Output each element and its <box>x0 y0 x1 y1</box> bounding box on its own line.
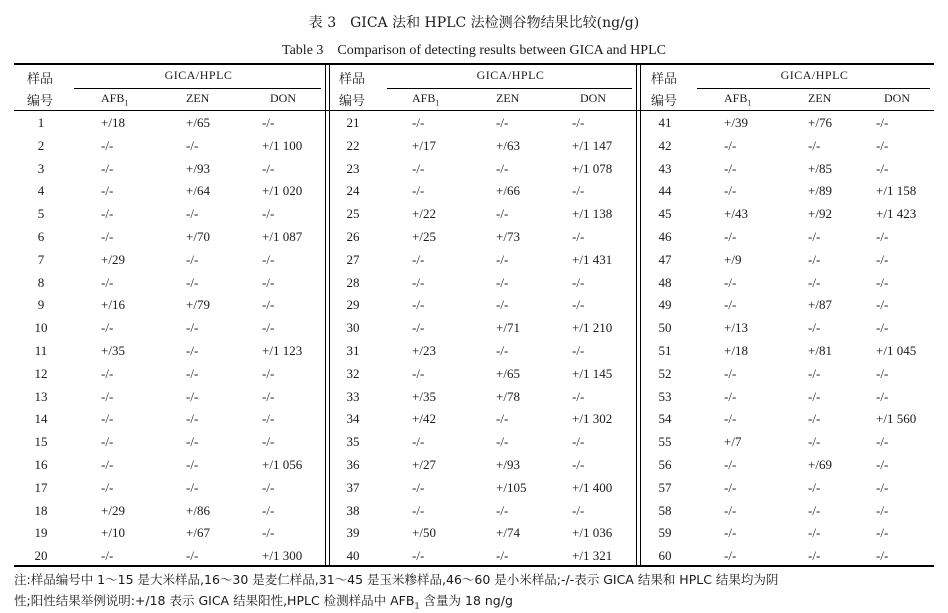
cell-don: -/- <box>876 457 889 472</box>
cell-zen: -/- <box>186 411 199 427</box>
cell-zen: -/- <box>808 411 821 427</box>
cell-zen: +/81 <box>808 343 832 358</box>
cell-zen: -/- <box>808 548 821 564</box>
header-bottom-rule <box>14 110 934 111</box>
cell-zen: -/- <box>186 548 199 564</box>
cell-don: -/- <box>876 297 889 313</box>
sample-number: 38 <box>346 502 360 518</box>
cell-don: -/- <box>572 115 585 130</box>
cell-afb1: +/16 <box>101 297 125 313</box>
sample-number: 9 <box>37 297 45 313</box>
sample-number: 57 <box>658 479 672 495</box>
sample-number: 2 <box>37 137 45 153</box>
cell-don: -/- <box>876 365 889 381</box>
sample-number: 22 <box>346 137 360 153</box>
cell-afb1: -/- <box>412 251 425 267</box>
cell-afb1: +/18 <box>724 343 748 358</box>
cell-zen: +/78 <box>496 388 520 404</box>
cell-don: +/1 210 <box>572 320 613 336</box>
sample-number: 1 <box>37 115 45 130</box>
sample-number: 8 <box>37 274 45 290</box>
cell-don: +/1 158 <box>876 183 917 199</box>
cell-don: -/- <box>876 229 889 244</box>
panel-separator-1a <box>325 63 326 566</box>
cell-zen: -/- <box>808 229 821 244</box>
sample-number: 24 <box>346 183 360 199</box>
sample-number: 45 <box>658 206 672 222</box>
cell-afb1: -/- <box>101 183 114 199</box>
header-col-afb-text: AFB <box>101 91 125 105</box>
cell-don: -/- <box>572 388 585 404</box>
header-sample-label-line2: 编号 <box>651 94 678 109</box>
cell-zen: -/- <box>186 434 199 450</box>
sample-number: 52 <box>658 365 672 381</box>
cell-don: -/- <box>876 548 889 564</box>
header-sample-label-line2: 编号 <box>339 94 366 109</box>
cell-zen: +/93 <box>186 160 210 176</box>
cell-don: -/- <box>572 343 585 358</box>
cell-afb1: -/- <box>412 297 425 313</box>
cell-afb1: +/29 <box>101 502 125 518</box>
header-col-zen: ZEN <box>808 91 832 105</box>
cell-afb1: -/- <box>101 160 114 176</box>
sample-number: 32 <box>346 365 360 381</box>
cell-afb1: -/- <box>101 388 114 404</box>
sample-number: 35 <box>346 434 360 450</box>
cell-zen: +/93 <box>496 457 520 472</box>
cell-afb1: -/- <box>412 502 425 518</box>
cell-don: -/- <box>262 320 275 336</box>
cell-afb1: -/- <box>101 434 114 450</box>
cell-don: +/1 078 <box>572 160 613 176</box>
cell-don: -/- <box>262 502 275 518</box>
sample-number: 5 <box>37 206 45 222</box>
cell-don: -/- <box>262 115 275 130</box>
cell-don: -/- <box>572 297 585 313</box>
cell-zen: +/69 <box>808 457 832 472</box>
sample-number: 23 <box>346 160 360 176</box>
cell-afb1: +/25 <box>412 229 436 244</box>
cell-afb1: +/29 <box>101 251 125 267</box>
cell-zen: -/- <box>808 365 821 381</box>
sample-number: 13 <box>34 388 48 404</box>
cell-zen: -/- <box>186 251 199 267</box>
header-sample-label-line1: 样品 <box>651 72 678 87</box>
sample-number: 50 <box>658 320 672 336</box>
header-col-don: DON <box>580 91 606 105</box>
cell-don: +/1 321 <box>572 548 613 564</box>
sample-number: 34 <box>346 411 360 427</box>
cell-don: -/- <box>262 297 275 313</box>
cell-zen: +/86 <box>186 502 210 518</box>
sample-number: 60 <box>658 548 672 564</box>
cell-don: -/- <box>572 502 585 518</box>
cell-afb1: -/- <box>101 411 114 427</box>
table-note-line-2-end: 含量为 18 ng/g <box>419 593 513 608</box>
cell-don: +/1 423 <box>876 206 917 222</box>
header-gica-hplc-group: GICA/HPLC <box>780 68 849 82</box>
cell-afb1: -/- <box>101 479 114 495</box>
cell-afb1: -/- <box>724 183 737 199</box>
cell-afb1: -/- <box>412 548 425 564</box>
cell-don: +/1 300 <box>262 548 303 564</box>
cell-afb1: -/- <box>412 479 425 495</box>
cell-afb1: +/18 <box>101 115 125 130</box>
table-note-line-2-sub: 1 <box>414 601 420 611</box>
cell-afb1: -/- <box>412 183 425 199</box>
cell-afb1: -/- <box>412 365 425 381</box>
cell-don: -/- <box>876 320 889 336</box>
sample-number: 26 <box>346 229 360 244</box>
sample-number: 16 <box>34 457 48 472</box>
cell-don: -/- <box>572 457 585 472</box>
cell-don: +/1 400 <box>572 479 613 495</box>
cell-zen: -/- <box>808 137 821 153</box>
cell-zen: -/- <box>496 297 509 313</box>
panel-separator-2b <box>640 63 641 566</box>
cell-don: -/- <box>262 434 275 450</box>
header-col-afb1 <box>724 91 751 107</box>
cell-zen: +/74 <box>496 525 520 541</box>
header-sample-label-line2: 编号 <box>27 94 54 109</box>
cell-don: -/- <box>876 502 889 518</box>
cell-don: -/- <box>262 160 275 176</box>
table-note-line-2-text: 性;阳性结果举例说明:+/18 表示 GICA 结果阳性,HPLC 检测样品中 AFB <box>14 593 415 608</box>
sample-number: 3 <box>37 160 45 176</box>
sample-number: 55 <box>658 434 672 450</box>
header-group-underline <box>74 88 321 89</box>
cell-afb1: -/- <box>101 229 114 244</box>
cell-afb1: -/- <box>724 365 737 381</box>
cell-don: -/- <box>572 229 585 244</box>
sample-number: 19 <box>34 525 48 541</box>
cell-zen: +/89 <box>808 183 832 199</box>
cell-afb1: +/7 <box>724 434 742 450</box>
sample-number: 17 <box>34 479 48 495</box>
sample-number: 33 <box>346 388 360 404</box>
sample-number: 25 <box>346 206 360 222</box>
cell-zen: -/- <box>186 343 199 358</box>
cell-afb1: -/- <box>412 320 425 336</box>
cell-zen: +/85 <box>808 160 832 176</box>
cell-don: -/- <box>262 251 275 267</box>
sample-number: 46 <box>658 229 672 244</box>
header-col-afb-subscript: 1 <box>435 98 440 108</box>
sample-number: 53 <box>658 388 672 404</box>
cell-afb1: -/- <box>412 160 425 176</box>
sample-number: 27 <box>346 251 360 267</box>
cell-afb1: +/35 <box>412 388 436 404</box>
cell-afb1: -/- <box>101 274 114 290</box>
header-col-zen: ZEN <box>496 91 520 105</box>
cell-don: +/1 145 <box>572 365 613 381</box>
sample-number: 54 <box>658 411 672 427</box>
cell-zen: -/- <box>496 434 509 450</box>
cell-don: +/1 431 <box>572 251 613 267</box>
sample-number: 10 <box>34 320 48 336</box>
cell-zen: -/- <box>808 388 821 404</box>
sample-number: 11 <box>34 343 48 358</box>
cell-afb1: -/- <box>101 320 114 336</box>
sample-number: 41 <box>658 115 672 130</box>
cell-don: +/1 147 <box>572 137 613 153</box>
cell-zen: -/- <box>186 365 199 381</box>
cell-afb1: -/- <box>724 229 737 244</box>
cell-zen: +/70 <box>186 229 210 244</box>
cell-zen: -/- <box>496 160 509 176</box>
cell-afb1: +/10 <box>101 525 125 541</box>
cell-zen: -/- <box>186 457 199 472</box>
cell-zen: +/73 <box>496 229 520 244</box>
cell-afb1: +/22 <box>412 206 436 222</box>
cell-don: +/1 560 <box>876 411 917 427</box>
cell-zen: -/- <box>186 206 199 222</box>
cell-zen: +/76 <box>808 115 832 130</box>
sample-number: 56 <box>658 457 672 472</box>
sample-number: 48 <box>658 274 672 290</box>
cell-zen: +/65 <box>186 115 210 130</box>
sample-number: 44 <box>658 183 672 199</box>
cell-zen: -/- <box>496 251 509 267</box>
header-col-afb1 <box>412 91 439 107</box>
cell-afb1: +/23 <box>412 343 436 358</box>
cell-afb1: -/- <box>101 457 114 472</box>
cell-afb1: -/- <box>412 434 425 450</box>
sample-number: 31 <box>346 343 360 358</box>
cell-don: -/- <box>262 388 275 404</box>
cell-zen: -/- <box>808 502 821 518</box>
table-title-chinese: 表 3 GICA 法和 HPLC 法检测谷物结果比较(ng/g) <box>308 15 640 31</box>
cell-zen: +/67 <box>186 525 210 541</box>
cell-zen: +/105 <box>496 479 527 495</box>
cell-zen: +/63 <box>496 137 520 153</box>
table-note-line-2 <box>14 591 944 611</box>
cell-afb1: +/50 <box>412 525 436 541</box>
cell-zen: -/- <box>808 479 821 495</box>
cell-afb1: -/- <box>101 365 114 381</box>
header-col-don: DON <box>270 91 296 105</box>
cell-don: -/- <box>262 411 275 427</box>
cell-zen: -/- <box>496 206 509 222</box>
sample-number: 15 <box>34 434 48 450</box>
sample-number: 47 <box>658 251 672 267</box>
header-gica-hplc-group: GICA/HPLC <box>164 68 233 82</box>
cell-don: -/- <box>262 479 275 495</box>
cell-don: -/- <box>262 525 275 541</box>
cell-don: +/1 123 <box>262 343 303 358</box>
cell-don: -/- <box>572 434 585 450</box>
cell-afb1: -/- <box>101 206 114 222</box>
cell-zen: -/- <box>808 274 821 290</box>
cell-zen: -/- <box>186 388 199 404</box>
cell-afb1: +/35 <box>101 343 125 358</box>
cell-afb1: -/- <box>101 548 114 564</box>
header-col-afb-text: AFB <box>412 91 436 105</box>
cell-afb1: -/- <box>724 411 737 427</box>
cell-zen: +/71 <box>496 320 520 336</box>
cell-don: +/1 020 <box>262 183 303 199</box>
cell-don: -/- <box>262 365 275 381</box>
sample-number: 51 <box>658 343 672 358</box>
sample-number: 12 <box>34 365 48 381</box>
cell-zen: -/- <box>808 525 821 541</box>
cell-don: +/1 302 <box>572 411 613 427</box>
cell-zen: -/- <box>186 320 199 336</box>
cell-zen: +/92 <box>808 206 832 222</box>
cell-don: -/- <box>876 434 889 450</box>
bottom-rule <box>14 565 934 567</box>
sample-number: 39 <box>346 525 360 541</box>
cell-zen: +/64 <box>186 183 210 199</box>
sample-number: 7 <box>37 251 45 267</box>
sample-number: 43 <box>658 160 672 176</box>
header-col-afb-subscript: 1 <box>747 98 752 108</box>
cell-don: -/- <box>262 274 275 290</box>
sample-number: 49 <box>658 297 672 313</box>
sample-number: 58 <box>658 502 672 518</box>
cell-zen: -/- <box>186 479 199 495</box>
sample-number: 37 <box>346 479 360 495</box>
cell-don: -/- <box>876 388 889 404</box>
cell-afb1: -/- <box>101 137 114 153</box>
header-sample-label-line1: 样品 <box>339 72 366 87</box>
cell-zen: +/79 <box>186 297 210 313</box>
cell-zen: -/- <box>496 274 509 290</box>
sample-number: 59 <box>658 525 672 541</box>
panel-separator-2a <box>636 63 637 566</box>
cell-don: -/- <box>876 274 889 290</box>
cell-don: -/- <box>876 160 889 176</box>
cell-zen: -/- <box>808 251 821 267</box>
cell-afb1: +/43 <box>724 206 748 222</box>
sample-number: 6 <box>37 229 45 244</box>
cell-don: +/1 045 <box>876 343 917 358</box>
cell-afb1: +/27 <box>412 457 436 472</box>
header-col-afb-text: AFB <box>724 91 748 105</box>
cell-zen: -/- <box>808 434 821 450</box>
cell-afb1: -/- <box>412 115 425 130</box>
cell-afb1: -/- <box>412 274 425 290</box>
cell-afb1: -/- <box>724 548 737 564</box>
header-col-zen: ZEN <box>186 91 210 105</box>
cell-afb1: -/- <box>724 388 737 404</box>
cell-afb1: -/- <box>724 160 737 176</box>
cell-afb1: -/- <box>724 297 737 313</box>
cell-afb1: -/- <box>724 137 737 153</box>
cell-afb1: -/- <box>724 502 737 518</box>
cell-zen: -/- <box>496 548 509 564</box>
top-rule <box>14 63 934 65</box>
cell-don: +/1 056 <box>262 457 303 472</box>
header-group-underline <box>387 88 632 89</box>
header-gica-hplc-group: GICA/HPLC <box>476 68 545 82</box>
sample-number: 29 <box>346 297 360 313</box>
cell-don: -/- <box>876 251 889 267</box>
cell-afb1: +/17 <box>412 137 436 153</box>
cell-zen: -/- <box>496 115 509 130</box>
cell-afb1: -/- <box>724 274 737 290</box>
cell-don: -/- <box>262 206 275 222</box>
header-sample-label-line1: 样品 <box>27 72 54 87</box>
cell-zen: +/66 <box>496 183 520 199</box>
sample-number: 20 <box>34 548 48 564</box>
cell-zen: -/- <box>186 274 199 290</box>
cell-afb1: +/9 <box>724 251 742 267</box>
cell-afb1: -/- <box>724 457 737 472</box>
cell-afb1: +/13 <box>724 320 748 336</box>
sample-number: 14 <box>34 411 48 427</box>
cell-don: +/1 036 <box>572 525 613 541</box>
cell-afb1: -/- <box>724 479 737 495</box>
table-note-line-1: 注:样品编号中 1～15 是大米样品,16～30 是麦仁样品,31～45 是玉米糁样品,46～60 是小米样品;-/-表示 GICA 结果和 HPLC 结果均为阴 <box>14 572 779 587</box>
cell-don: -/- <box>876 525 889 541</box>
cell-zen: +/87 <box>808 297 832 313</box>
cell-don: +/1 087 <box>262 229 303 244</box>
cell-afb1: +/42 <box>412 411 436 427</box>
cell-afb1: +/39 <box>724 115 748 130</box>
sample-number: 28 <box>346 274 360 290</box>
cell-don: +/1 100 <box>262 137 303 153</box>
table-title-english: Table 3 Comparison of detecting results between GICA and HPLC <box>282 43 666 58</box>
cell-afb1: -/- <box>724 525 737 541</box>
header-col-afb-subscript: 1 <box>124 98 129 108</box>
header-col-don: DON <box>884 91 910 105</box>
cell-zen: -/- <box>808 320 821 336</box>
cell-zen: +/65 <box>496 365 520 381</box>
cell-zen: -/- <box>186 137 199 153</box>
sample-number: 42 <box>658 137 672 153</box>
cell-zen: -/- <box>496 343 509 358</box>
panel-separator-1b <box>329 63 330 566</box>
cell-don: +/1 138 <box>572 206 613 222</box>
cell-don: -/- <box>876 115 889 130</box>
cell-don: -/- <box>876 137 889 153</box>
sample-number: 21 <box>346 115 360 130</box>
sample-number: 30 <box>346 320 360 336</box>
header-group-underline <box>697 88 930 89</box>
cell-don: -/- <box>572 183 585 199</box>
cell-zen: -/- <box>496 502 509 518</box>
cell-don: -/- <box>572 274 585 290</box>
cell-zen: -/- <box>496 411 509 427</box>
sample-number: 4 <box>37 183 45 199</box>
sample-number: 18 <box>34 502 48 518</box>
sample-number: 36 <box>346 457 360 472</box>
sample-number: 40 <box>346 548 360 564</box>
header-col-afb1 <box>101 91 128 107</box>
cell-don: -/- <box>876 479 889 495</box>
